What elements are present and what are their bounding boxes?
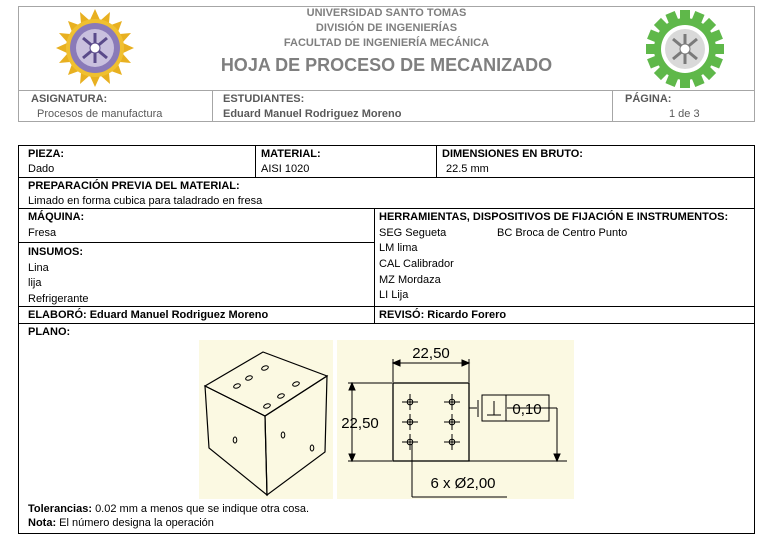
subject-cell xyxy=(19,91,213,121)
piece-label: PIEZA: xyxy=(28,148,65,160)
holes-callout-text: 6 x Ø2,00 xyxy=(430,475,496,492)
page-cell xyxy=(613,91,754,121)
prep-value: Limado en forma cubica para taladrado en fresa xyxy=(28,195,263,207)
prep-label: PREPARACIÓN PREVIA DEL MATERIAL: xyxy=(28,180,240,192)
row-divider xyxy=(18,177,755,178)
university-name: UNIVERSIDAD SANTO TOMAS xyxy=(306,7,467,19)
col-divider xyxy=(374,208,375,323)
row-divider xyxy=(18,306,755,307)
tolerance-value: 0.02 mm a menos que se indique otra cosa. xyxy=(95,503,310,515)
row-divider xyxy=(18,208,755,209)
tool-item: LI Lija xyxy=(379,289,409,301)
machine-label: MÁQUINA: xyxy=(28,211,85,223)
dims-label: DIMENSIONES EN BRUTO: xyxy=(442,148,583,160)
perpendicularity-tolerance-text: 0,10 xyxy=(512,401,542,418)
note xyxy=(28,517,214,530)
reviewed-by: REVISÓ: Ricardo Forero xyxy=(379,309,507,321)
technical-drawing xyxy=(337,340,574,499)
header-info-row xyxy=(18,90,755,122)
tool-item: MZ Mordaza xyxy=(379,274,441,286)
material-label: MATERIAL: xyxy=(261,148,321,160)
division-name: DIVISIÓN DE INGENIERÍAS xyxy=(315,22,458,34)
tools-label: HERRAMIENTAS, DISPOSITIVOS DE FIJACIÓN E INSTRUMENTOS: xyxy=(379,211,729,223)
header-titles xyxy=(18,6,755,77)
piece-value: Dado xyxy=(28,163,55,175)
tolerance-label: Tolerancias: xyxy=(28,503,92,515)
row-divider xyxy=(18,323,755,324)
plan-label: PLANO: xyxy=(28,326,71,338)
page-label: PÁGINA: xyxy=(625,93,672,105)
faculty-name: FACULTAD DE INGENIERÍA MECÁNICA xyxy=(283,37,490,49)
made-by: ELABORÓ: Eduard Manuel Rodriguez Moreno xyxy=(28,309,269,321)
students-cell xyxy=(213,91,613,121)
students-label: ESTUDIANTES: xyxy=(223,93,305,105)
col-divider xyxy=(255,145,256,177)
col-divider xyxy=(436,145,437,177)
note-value: El número designa la operación xyxy=(59,517,214,529)
row-divider xyxy=(18,242,374,243)
tool-item: CAL Calibrador xyxy=(379,258,454,270)
subject-value: Procesos de manufactura xyxy=(37,108,163,120)
students-value: Eduard Manuel Rodriguez Moreno xyxy=(223,108,402,120)
tolerance-note xyxy=(28,503,309,516)
material-value: AISI 1020 xyxy=(261,163,310,175)
document-title: HOJA DE PROCESO DE MECANIZADO xyxy=(220,55,553,75)
tool-item: SEG Segueta xyxy=(379,227,447,239)
subject-label: ASIGNATURA: xyxy=(31,93,108,105)
dim-top-text: 22,50 xyxy=(412,345,450,362)
supply-item: Lina xyxy=(28,262,49,274)
page-value: 1 de 3 xyxy=(669,108,700,120)
isometric-view-figure xyxy=(199,340,333,499)
supply-item: Refrigerante xyxy=(28,293,89,305)
dim-left-text: 22,50 xyxy=(341,415,379,432)
tool-item: LM lima xyxy=(379,242,418,254)
tool-item: BC Broca de Centro Punto xyxy=(497,227,628,239)
machine-value: Fresa xyxy=(28,227,57,239)
dims-value: 22.5 mm xyxy=(446,163,489,175)
note-label: Nota: xyxy=(28,517,57,529)
supply-item: lija xyxy=(28,277,42,289)
supplies-label: INSUMOS: xyxy=(28,246,83,258)
dimensioned-view-figure xyxy=(337,340,574,499)
